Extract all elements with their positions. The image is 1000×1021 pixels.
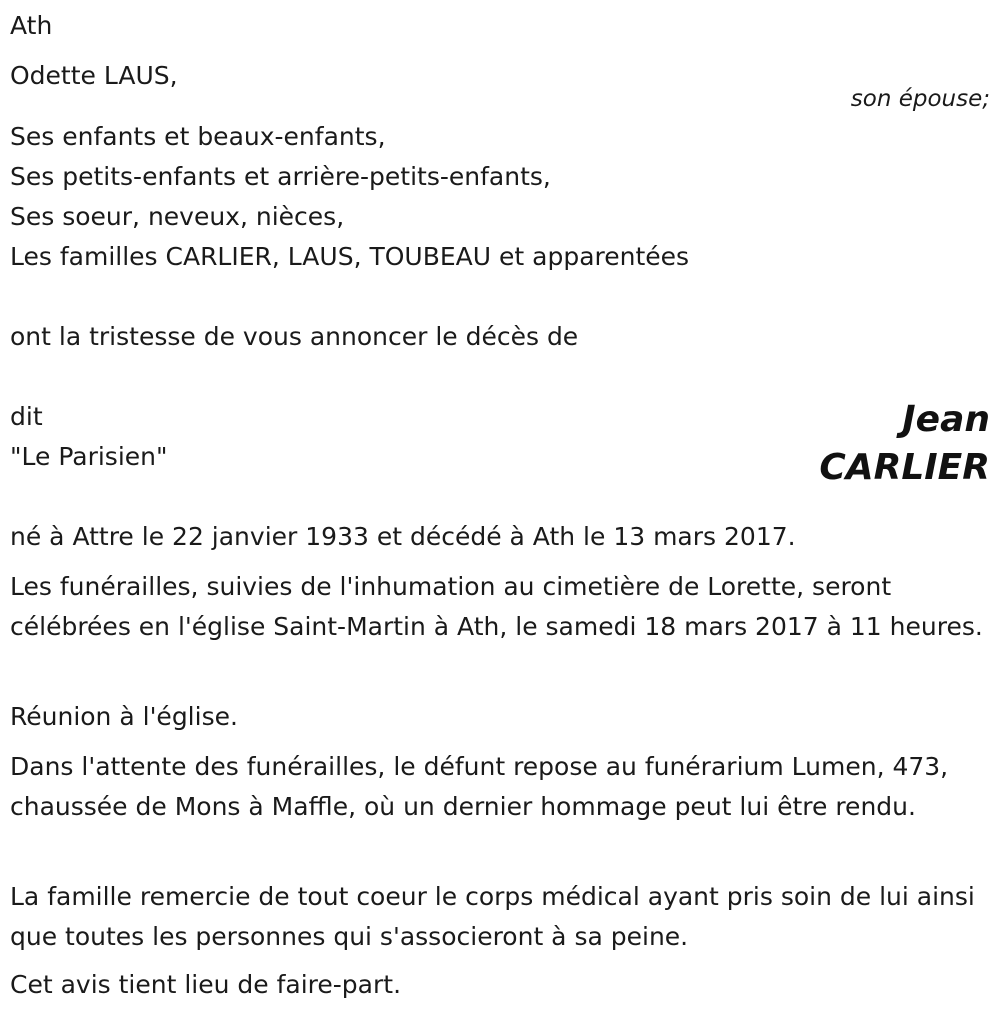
family-line: Ses petits-enfants et arrière-petits-enfants, — [10, 162, 551, 191]
funeral-paragraph: Les funérailles, suivies de l'inhumation au cimetière de Lorette, seront célébrées en l'église Saint-Martin à Ath, le samedi 18 mars 2017 à 11 heures. — [10, 572, 983, 641]
gathering-paragraph: Réunion à l'église. — [10, 702, 238, 731]
deceased-last-name: CARLIER — [819, 447, 990, 488]
family-line: Ses soeur, neveux, nièces, — [10, 202, 345, 231]
closing-paragraph: Cet avis tient lieu de faire-part. — [10, 970, 402, 999]
nickname: "Le Parisien" — [10, 442, 168, 471]
spouse-relation: son épouse; — [850, 86, 990, 112]
deceased-first-name: Jean — [902, 399, 990, 440]
spouse-name: Odette LAUS, — [10, 61, 178, 90]
location-label: Ath — [10, 11, 53, 40]
family-line: Ses enfants et beaux-enfants, — [10, 122, 386, 151]
family-line: Les familles CARLIER, LAUS, TOUBEAU et apparentées — [10, 242, 690, 271]
nickname-prefix: dit — [10, 402, 43, 431]
funerarium-paragraph: Dans l'attente des funérailles, le défunt repose au funérarium Lumen, 473, chaussée de Mons à Maffle, où un dernier hommage peut lui être rendu. — [10, 752, 949, 821]
thanks-paragraph: La famille remercie de tout coeur le corps médical ayant pris soin de lui ainsi que toutes les personnes qui s'associeront à sa peine. — [10, 882, 975, 951]
announcement-text: ont la tristesse de vous annoncer le décès de — [10, 322, 579, 351]
birth-death-paragraph: né à Attre le 22 janvier 1933 et décédé à Ath le 13 mars 2017. — [10, 522, 796, 551]
